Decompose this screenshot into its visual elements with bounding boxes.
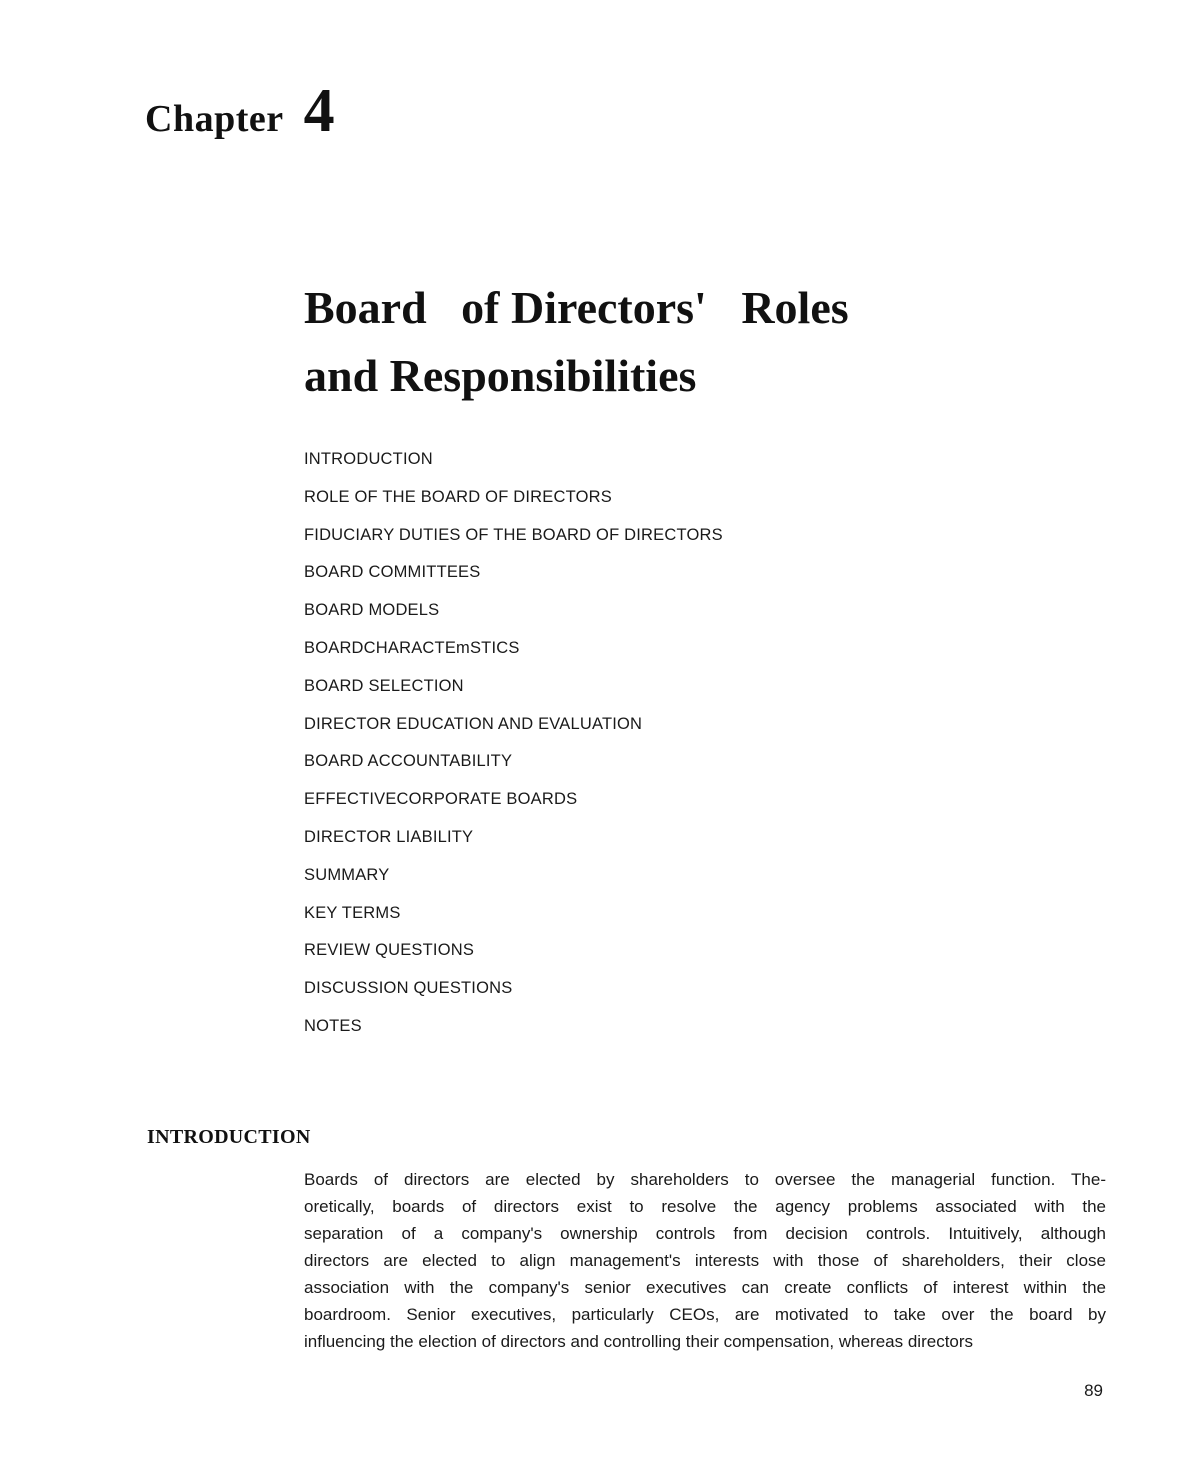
chapter-word: Chapter <box>145 98 284 140</box>
contents-item: REVIEW QUESTIONS <box>304 941 475 960</box>
contents-item: DISCUSSION QUESTIONS <box>304 979 513 998</box>
page-number: 89 <box>1084 1381 1103 1400</box>
chapter-number: 4 <box>303 77 335 145</box>
contents-item: EFFECTIVECORPORATE BOARDS <box>304 790 578 809</box>
chapter-title <box>304 274 849 410</box>
paragraph-line: influencing the election of directors and controlling their compensation, whereas directors <box>304 1332 974 1351</box>
paragraph-line: directors are elected to align management's interests with those of shareholders, their close <box>304 1251 1106 1270</box>
contents-item: INTRODUCTION <box>304 450 433 468</box>
contents-item: BOARD MODELS <box>304 601 440 620</box>
paragraph-line: Boards of directors are elected by shareholders to oversee the managerial function. The- <box>304 1170 1106 1189</box>
contents-item: BOARD ACCOUNTABILITY <box>304 752 513 771</box>
chapter-label <box>145 77 335 145</box>
contents-item: BOARD COMMITTEES <box>304 563 481 582</box>
paragraph-line: association with the company's senior executives can create conflicts of interest within the <box>304 1278 1106 1297</box>
contents-item: FIDUCIARY DUTIES OF THE BOARD OF DIRECTORS <box>304 525 723 544</box>
chapter-title-line: Board of Directors' Roles <box>304 282 849 333</box>
contents-item: KEY TERMS <box>304 903 401 922</box>
contents-item: BOARD SELECTION <box>304 676 464 695</box>
contents-item: DIRECTOR EDUCATION AND EVALUATION <box>304 714 643 733</box>
contents-item: DIRECTOR LIABILITY <box>304 827 474 846</box>
paragraph-line: separation of a company's ownership controls from decision controls. Intuitively, although <box>304 1224 1106 1243</box>
chapter-contents-list <box>304 447 723 1052</box>
paragraph-line: boardroom. Senior executives, particularly CEOs, are motivated to take over the board by <box>304 1305 1106 1324</box>
contents-item: SUMMARY <box>304 865 390 884</box>
contents-item: BOARDCHARACTEmSTICS <box>304 638 520 657</box>
introduction-heading: INTRODUCTION <box>147 1126 311 1148</box>
contents-item: ROLE OF THE BOARD OF DIRECTORS <box>304 487 612 506</box>
introduction-paragraph <box>304 1166 1106 1355</box>
contents-item: NOTES <box>304 1016 362 1035</box>
chapter-title-line: and Responsibilities <box>304 350 697 401</box>
paragraph-line: oretically, boards of directors exist to resolve the agency problems associated with the <box>304 1197 1106 1216</box>
